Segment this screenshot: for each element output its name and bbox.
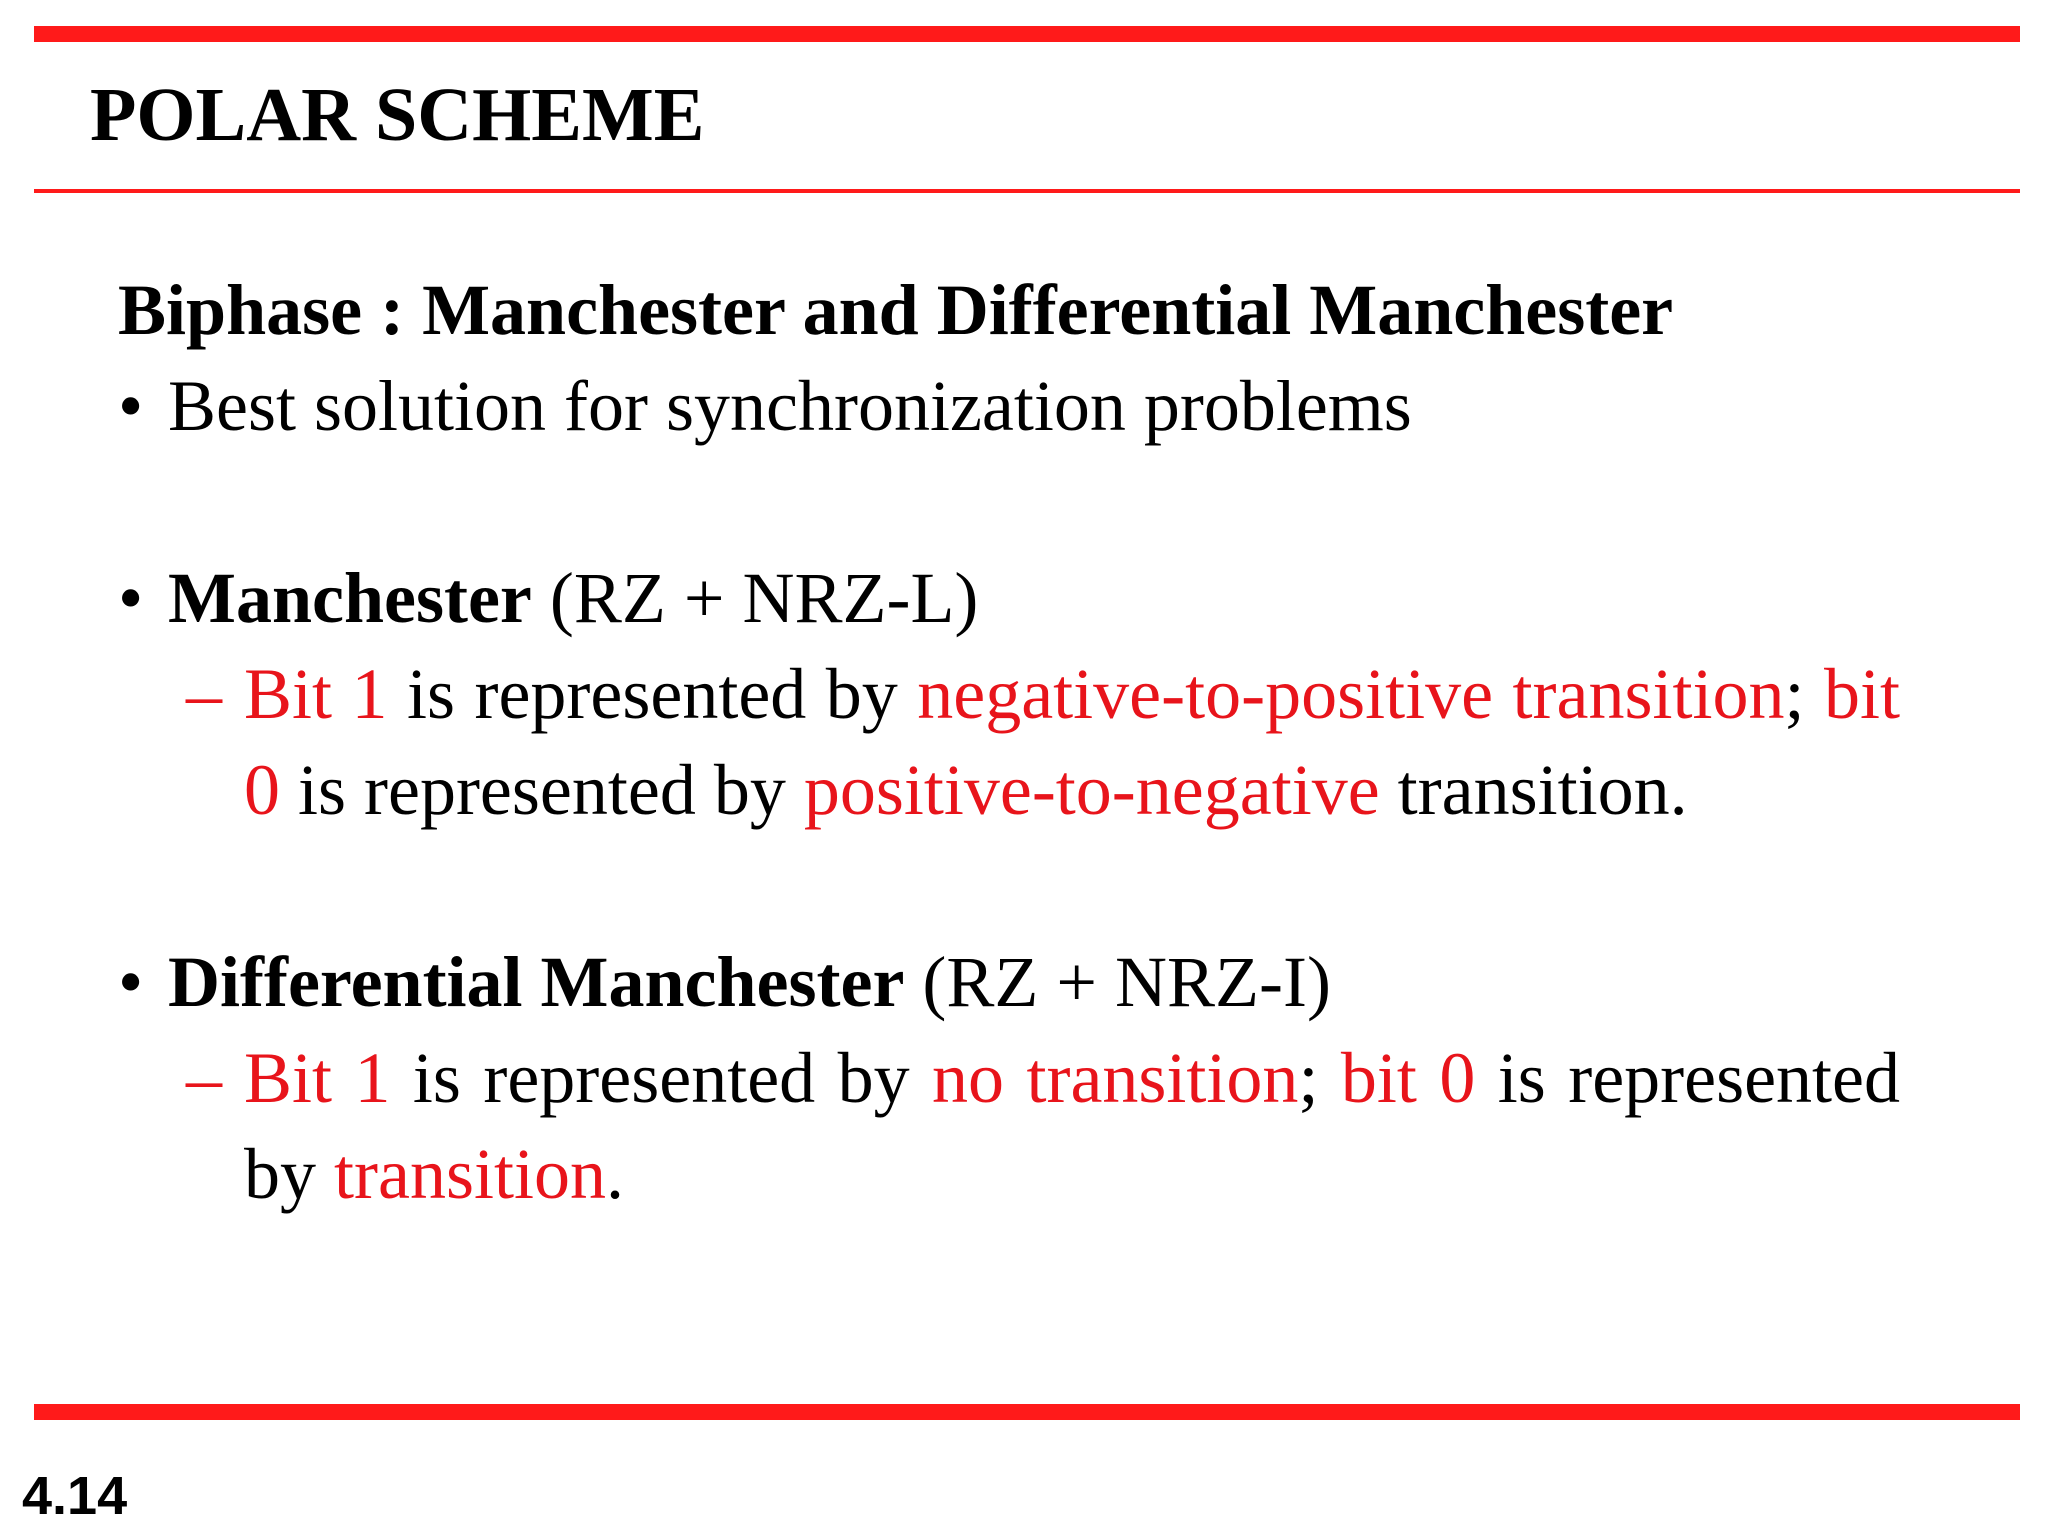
top-red-rule: [34, 26, 2020, 42]
page-number: 4.14: [22, 1466, 128, 1526]
manchester-description: [186, 646, 1901, 838]
manchester-bit0-meaning: positive-to-negative: [803, 750, 1380, 830]
differential-separator: ;: [1298, 1038, 1341, 1118]
intro-bullet: [118, 358, 1900, 454]
manchester-separator: ;: [1784, 654, 1825, 734]
manchester-name: Manchester: [168, 558, 532, 638]
manchester-bit1-label: Bit 1: [244, 654, 388, 734]
differential-bit0-meaning: transition: [334, 1134, 606, 1214]
slide-title: POLAR SCHEME: [90, 73, 705, 157]
intro-bullet-text: Best solution for synchronization problems: [168, 366, 1412, 446]
differential-suffix: (RZ + NRZ-I): [904, 942, 1331, 1022]
dash-glyph: –: [186, 1038, 222, 1118]
manchester-is-represented-by-1: is represented by: [387, 654, 918, 734]
title-underline-rule: [34, 189, 2020, 193]
differential-bit1-meaning: no transition: [932, 1038, 1299, 1118]
manchester-suffix: (RZ + NRZ-L): [531, 558, 979, 638]
manchester-bit1-meaning: negative-to-positive transition: [917, 654, 1785, 734]
slide-body: [118, 262, 1900, 1222]
differential-is-represented-by-2: is represented by: [244, 1038, 1901, 1214]
manchester-bit0-label: bit 0: [244, 654, 1901, 830]
differential-is-represented-by-1: is represented by: [390, 1038, 933, 1118]
bottom-red-rule: [34, 1404, 2020, 1420]
manchester-bullet: [118, 550, 1900, 646]
differential-tail: .: [605, 1134, 624, 1214]
differential-bullet: [118, 934, 1900, 1030]
biphase-heading: Biphase : Manchester and Differential Manchester: [118, 270, 1674, 350]
bullet-glyph: •: [118, 942, 144, 1022]
differential-name: Differential Manchester: [168, 942, 905, 1022]
differential-bit0-label: bit 0: [1340, 1038, 1476, 1118]
differential-bit1-label: Bit 1: [244, 1038, 391, 1118]
bullet-glyph: •: [118, 558, 144, 638]
bullet-glyph: •: [118, 366, 144, 446]
differential-description: [186, 1030, 1901, 1222]
manchester-tail: transition.: [1379, 750, 1688, 830]
dash-glyph: –: [186, 654, 222, 734]
manchester-is-represented-by-2: is represented by: [280, 750, 804, 830]
